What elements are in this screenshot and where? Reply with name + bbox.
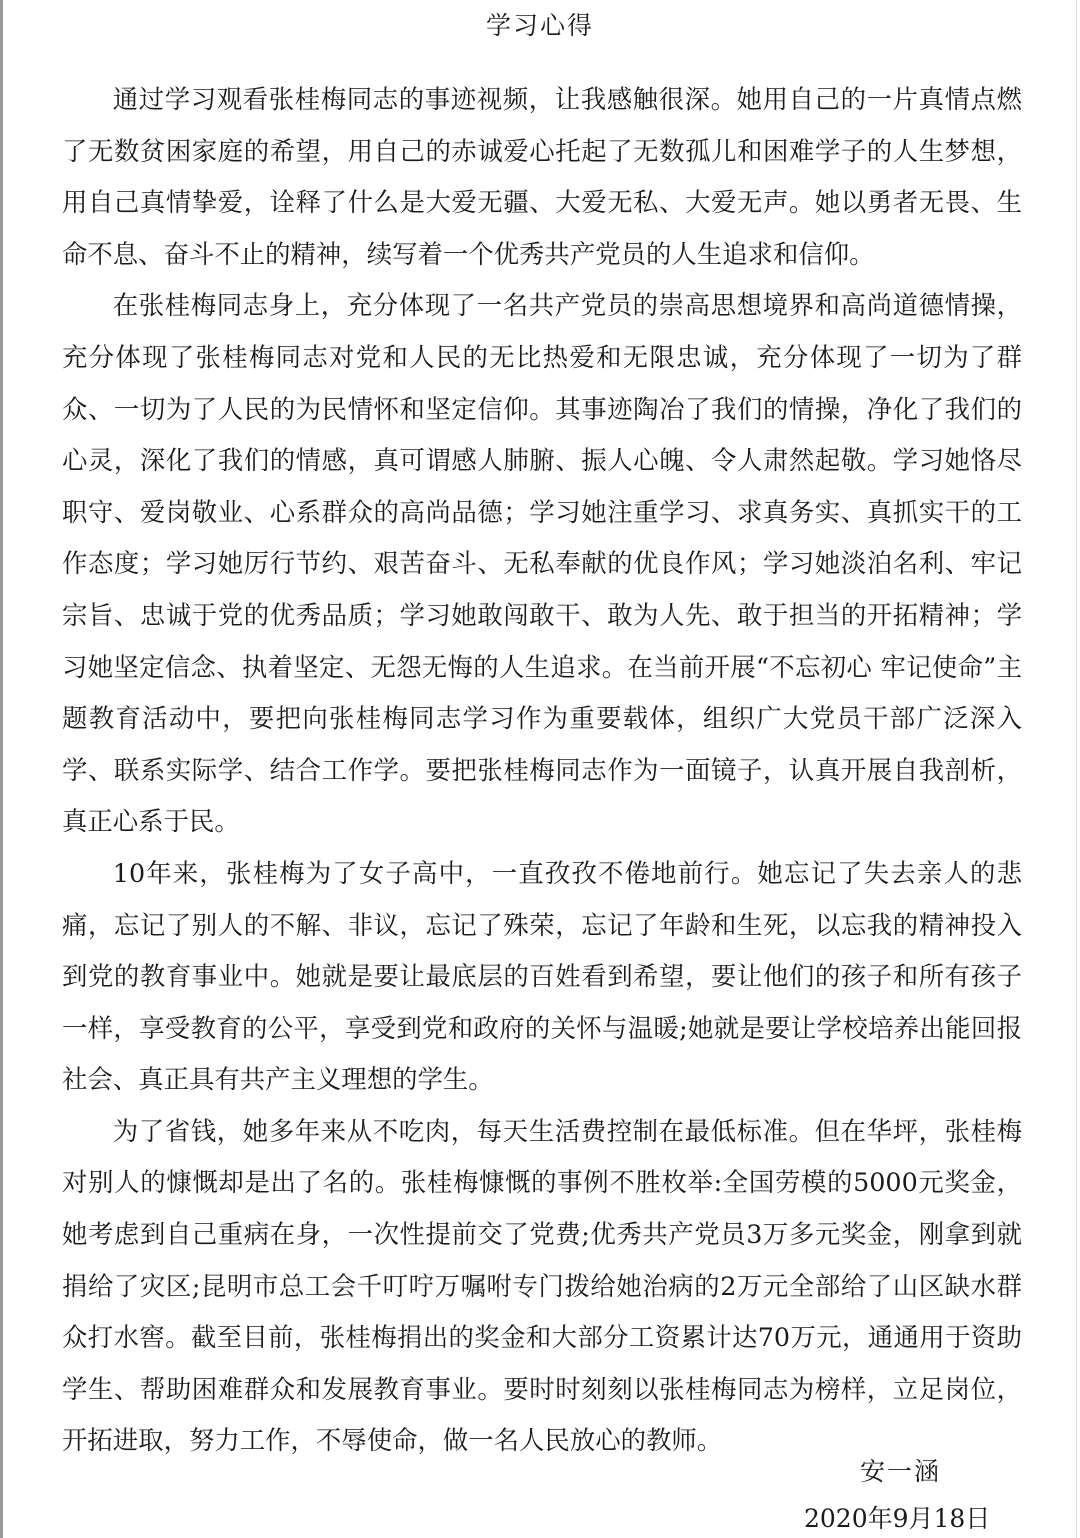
document-body	[62, 74, 1022, 1467]
paragraph-1: 通过学习观看张桂梅同志的事迹视频，让我感触很深。她用自己的一片真情点燃了无数贫困家庭的希望，用自己的赤诚爱心托起了无数孤儿和困难学子的人生梦想，用自己真情挚爱，诠释了什么是大爱无疆、大爱无私、大爱无声。她以勇者无畏、生命不息、奋斗不止的精神，续写着一个优秀共产党员的人生追求和信仰。	[62, 84, 1022, 269]
paragraph-2: 在张桂梅同志身上，充分体现了一名共产党员的崇高思想境界和高尚道德情操，充分体现了张桂梅同志对党和人民的无比热爱和无限忠诚，充分体现了一切为了群众、一切为了人民的为民情怀和坚定信仰。其事迹陶冶了我们的情操，净化了我们的心灵，深化了我们的情感，真可谓感人肺腑、振人心魄、令人肃然起敬。学习她恪尽职守、爱岗敬业、心系群众的高尚品德；学习她注重学习、求真务实、真抓实干的工作态度；学习她厉行节约、艰苦奋斗、无私奉献的优良作风；学习她淡泊名利、牢记宗旨、忠诚于党的优秀品质；学习她敢闯敢干、敢为人先、敢于担当的开拓精神；学习她坚定信念、执着坚定、无怨无悔的人生追求。在当前开展“不忘初心 牢记使命”主题教育活动中，要把向张桂梅同志学习作为重要载体，组织广大党员干部广泛深入学、联系实际学、结合工作学。要把张桂梅同志作为一面镜子，认真开展自我剖析，真正心系于民。	[62, 290, 1022, 837]
author-signature: 安一涵	[860, 1457, 942, 1486]
document-title: 学习心得	[485, 11, 594, 40]
paragraph-3: 10年来，张桂梅为了女子高中，一直孜孜不倦地前行。她忘记了失去亲人的悲痛，忘记了别人的不解、非议，忘记了殊荣，忘记了年龄和生死，以忘我的精神投入到党的教育事业中。她就是要让最底层的百姓看到希望，要让他们的孩子和所有孩子一样，享受教育的公平，享受到党和政府的关怀与温暖;她就是要让学校培养出能回报社会、真正具有共产主义理想的学生。	[62, 857, 1022, 1095]
page-right-edge	[1076, 0, 1077, 1538]
paragraph-4: 为了省钱，她多年来从不吃肉，每天生活费控制在最低标准。但在华坪，张桂梅对别人的慷慨却是出了名的。张桂梅慷慨的事例不胜枚举:全国劳模的5000元奖金，她考虑到自己重病在身，一次性提前交了党费;优秀共产党员3万多元奖金，刚拿到就捐给了灾区;昆明市总工会千叮咛万嘱咐专门拨给她治病的2万元全部给了山区缺水群众打水窖。截至目前，张桂梅捐出的奖金和大部分工资累计达70万元，通通用于资助学生、帮助困难群众和发展教育事业。要时时刻刻以张桂梅同志为榜样，立足岗位，开拓进取，努力工作，不辱使命，做一名人民放心的教师。	[62, 1115, 1022, 1456]
document-date: 2020年9月18日	[804, 1504, 991, 1533]
page-left-edge	[0, 0, 3, 1538]
